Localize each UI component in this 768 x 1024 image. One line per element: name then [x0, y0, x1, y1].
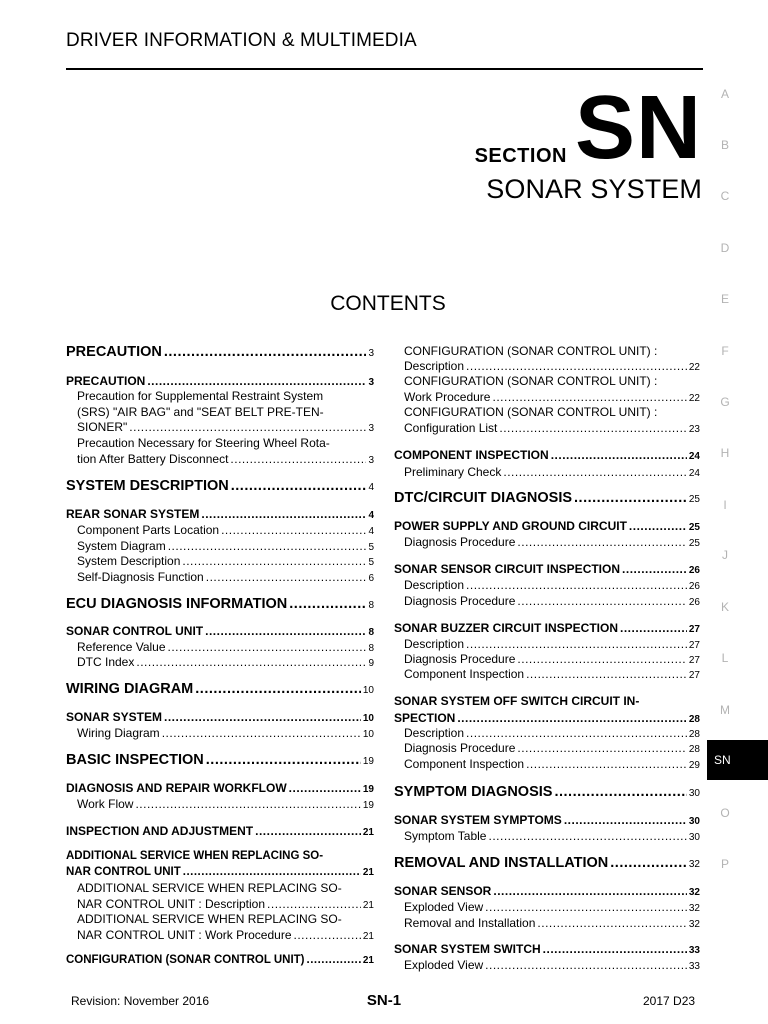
toc-page: 5	[368, 542, 374, 553]
toc-label: Diagnosis Procedure	[404, 535, 516, 549]
section-code: SN	[574, 78, 702, 178]
toc-label: PRECAUTION	[66, 344, 162, 360]
leader-dots	[135, 797, 360, 811]
toc-entry[interactable]	[66, 710, 374, 724]
toc-entry[interactable]	[404, 652, 700, 666]
toc-label: SONAR SYSTEM SWITCH	[394, 942, 541, 956]
toc-entry[interactable]	[66, 596, 374, 612]
toc-label: SONAR BUZZER CIRCUIT INSPECTION	[394, 621, 619, 635]
leader-dots	[537, 916, 686, 930]
leader-dots	[517, 652, 686, 666]
toc-label: Exploded View	[404, 900, 484, 914]
toc-label: Reference Value	[77, 640, 166, 654]
toc-page: 3	[368, 455, 374, 466]
toc-entry[interactable]	[66, 752, 374, 768]
toc-entry[interactable]	[77, 452, 374, 466]
leader-dots	[168, 539, 367, 553]
leader-dots	[221, 523, 366, 537]
toc-entry-line[interactable]: Precaution for Supplemental Restraint System	[77, 389, 324, 403]
side-index-letter-a[interactable]: A	[720, 87, 729, 101]
toc-entry[interactable]	[77, 726, 374, 740]
toc-page: 32	[688, 903, 700, 914]
leader-dots	[168, 640, 367, 654]
toc-page: 10	[362, 729, 374, 740]
side-index-letter-h[interactable]: H	[720, 446, 730, 460]
toc-entry[interactable]	[77, 523, 374, 537]
toc-page: 27	[688, 670, 700, 681]
toc-label: Wiring Diagram	[77, 726, 160, 740]
toc-entry[interactable]	[77, 539, 374, 553]
toc-entry[interactable]	[77, 420, 374, 434]
toc-label: Self-Diagnosis Function	[77, 570, 204, 584]
contents-title-text: CONTENTS	[330, 292, 446, 315]
toc-entry[interactable]	[77, 655, 374, 669]
toc-entry[interactable]	[404, 594, 700, 608]
section-block	[474, 78, 702, 205]
leader-dots	[485, 958, 687, 972]
leader-dots	[129, 420, 366, 434]
toc-entry[interactable]	[66, 781, 374, 795]
toc-entry[interactable]	[404, 535, 700, 549]
leader-dots	[230, 452, 366, 466]
toc-page: 21	[362, 827, 374, 838]
toc-entry[interactable]	[394, 855, 700, 871]
section-heading	[474, 78, 702, 178]
toc-entry[interactable]	[66, 824, 374, 838]
toc-page: 3	[368, 348, 374, 359]
leader-dots	[183, 866, 361, 878]
toc-label: Exploded View	[404, 958, 484, 972]
leader-dots	[164, 710, 361, 724]
toc-page: 33	[688, 961, 700, 972]
toc-label: Description	[404, 726, 465, 740]
toc-entry[interactable]	[66, 374, 374, 388]
toc-entry[interactable]	[77, 554, 374, 568]
toc-entry[interactable]	[404, 757, 700, 771]
toc-entry-line[interactable]: ADDITIONAL SERVICE WHEN REPLACING SO-	[66, 850, 324, 862]
toc-page: 9	[368, 658, 374, 669]
toc-label: Description	[404, 359, 465, 373]
toc-label: SONAR CONTROL UNIT	[66, 624, 204, 638]
toc-label: SYMPTOM DIAGNOSIS	[394, 784, 553, 800]
toc-page: 32	[688, 919, 700, 930]
toc-page: 30	[688, 788, 700, 799]
toc-label: NAR CONTROL UNIT	[66, 866, 181, 878]
leader-dots	[195, 681, 361, 697]
side-index-tab-label: SN	[714, 753, 731, 767]
toc-label: Preliminary Check	[404, 465, 502, 479]
toc-page: 29	[688, 760, 700, 771]
toc-entry[interactable]	[66, 954, 374, 966]
toc-entry[interactable]	[77, 640, 374, 654]
toc-page: 21	[362, 900, 374, 911]
toc-label: NAR CONTROL UNIT : Description	[77, 897, 266, 911]
toc-label: SPECTION	[394, 711, 456, 725]
toc-label: INSPECTION AND ADJUSTMENT	[66, 824, 254, 838]
leader-dots	[466, 578, 687, 592]
leader-dots	[485, 900, 687, 914]
side-index-letter-j[interactable]: J	[722, 548, 728, 562]
toc-entry-line[interactable]: ADDITIONAL SERVICE WHEN REPLACING SO-	[77, 912, 342, 926]
toc-entry[interactable]	[394, 784, 700, 800]
leader-dots	[517, 535, 686, 549]
toc-page: 28	[688, 729, 700, 740]
toc-entry[interactable]	[66, 344, 374, 360]
section-word: SECTION	[474, 145, 567, 167]
toc-page: 10	[362, 713, 374, 724]
leader-dots	[574, 490, 687, 506]
toc-entry[interactable]	[394, 942, 700, 956]
toc-label: SONAR SYSTEM	[66, 710, 163, 724]
toc-label: NAR CONTROL UNIT : Work Procedure	[77, 928, 292, 942]
toc-entry-line[interactable]: (SRS) "AIR BAG" and "SEAT BELT PRE-TEN-	[77, 405, 324, 419]
toc-label: BASIC INSPECTION	[66, 752, 204, 768]
toc-label: Description	[404, 637, 465, 651]
toc-entry[interactable]	[77, 928, 374, 942]
toc-page: 24	[688, 468, 700, 479]
leader-dots	[201, 507, 366, 521]
toc-page: 3	[368, 423, 374, 434]
leader-dots	[488, 829, 686, 843]
toc-entry[interactable]	[394, 711, 700, 725]
side-index-letter-i[interactable]: I	[723, 498, 727, 512]
toc-label: tion After Battery Disconnect	[77, 452, 229, 466]
side-index-letter-c[interactable]: C	[720, 189, 730, 203]
toc-page: 3	[368, 377, 374, 388]
toc-label: COMPONENT INSPECTION	[394, 448, 549, 462]
leader-dots	[147, 374, 366, 388]
toc-page: 19	[362, 784, 374, 795]
toc-label: SYSTEM DESCRIPTION	[66, 478, 229, 494]
toc-entry[interactable]	[66, 507, 374, 521]
toc-label: POWER SUPPLY AND GROUND CIRCUIT	[394, 519, 627, 533]
toc-entry[interactable]	[404, 741, 700, 755]
leader-dots	[517, 594, 686, 608]
section-subtitle: SONAR SYSTEM	[486, 174, 702, 204]
toc-page: 21	[362, 931, 374, 942]
toc-entry[interactable]	[77, 897, 374, 911]
toc-entry[interactable]	[404, 578, 700, 592]
toc-page: 25	[688, 522, 700, 533]
toc-entry[interactable]	[394, 621, 700, 635]
toc-entry[interactable]	[394, 490, 700, 506]
toc-label: Removal and Installation	[404, 916, 536, 930]
toc-page: 26	[688, 581, 700, 592]
toc-page: 30	[688, 832, 700, 843]
leader-dots	[499, 421, 686, 435]
leader-dots	[622, 562, 687, 576]
toc-label: System Diagram	[77, 539, 166, 553]
leader-dots	[466, 359, 687, 373]
leader-dots	[543, 942, 687, 956]
leader-dots	[554, 784, 686, 800]
toc-label: Work Flow	[77, 797, 134, 811]
toc-page: 25	[688, 538, 700, 549]
toc-page: 27	[688, 640, 700, 651]
leader-dots	[503, 465, 687, 479]
toc-label: Configuration List	[404, 421, 498, 435]
toc-entry[interactable]	[404, 390, 700, 404]
side-index-letter-g[interactable]: G	[720, 395, 730, 409]
toc-entry[interactable]	[77, 570, 374, 584]
toc-page: 30	[688, 816, 700, 827]
toc-page: 28	[688, 744, 700, 755]
toc-label: ECU DIAGNOSIS INFORMATION	[66, 596, 288, 612]
leader-dots	[164, 344, 367, 360]
toc-page: 32	[688, 887, 700, 898]
leader-dots	[493, 884, 687, 898]
toc-label: Work Procedure	[404, 390, 491, 404]
toc-label: Component Inspection	[404, 757, 525, 771]
side-index-letter-p[interactable]: P	[720, 857, 729, 871]
toc-page: 27	[688, 655, 700, 666]
contents-title	[0, 292, 768, 316]
leader-dots	[136, 655, 366, 669]
toc-page: 8	[368, 627, 374, 638]
side-index-letter-m[interactable]: M	[720, 703, 730, 717]
toc-entry[interactable]	[66, 624, 374, 638]
toc-entry-line[interactable]: CONFIGURATION (SONAR CONTROL UNIT) :	[404, 405, 658, 419]
leader-dots	[307, 954, 361, 966]
header-title: DRIVER INFORMATION & MULTIMEDIA	[66, 30, 417, 51]
leader-dots	[526, 667, 687, 681]
leader-dots	[517, 741, 686, 755]
toc-label: CONFIGURATION (SONAR CONTROL UNIT)	[66, 954, 305, 966]
leader-dots	[294, 928, 361, 942]
leader-dots	[289, 596, 366, 612]
toc-label: SONAR SENSOR	[394, 884, 492, 898]
leader-dots	[162, 726, 361, 740]
toc-page: 19	[362, 800, 374, 811]
toc-label: REMOVAL AND INSTALLATION	[394, 855, 609, 871]
toc-entry[interactable]	[394, 884, 700, 898]
toc-page: 26	[688, 565, 700, 576]
leader-dots	[564, 813, 687, 827]
footer-model: 2017 D23	[643, 994, 696, 1008]
toc-page: 4	[368, 526, 374, 537]
toc-label: Component Inspection	[404, 667, 525, 681]
toc-page: 10	[362, 685, 374, 696]
toc-entry[interactable]	[394, 562, 700, 576]
toc-label: DIAGNOSIS AND REPAIR WORKFLOW	[66, 781, 287, 795]
toc-entry[interactable]	[394, 813, 700, 827]
toc-entry[interactable]	[404, 829, 700, 843]
toc-label: Diagnosis Procedure	[404, 741, 516, 755]
side-index-letter-o[interactable]: O	[720, 806, 730, 820]
toc-page: 26	[688, 597, 700, 608]
leader-dots	[551, 448, 687, 462]
leader-dots	[182, 554, 366, 568]
toc-entry-line[interactable]: CONFIGURATION (SONAR CONTROL UNIT) :	[404, 374, 658, 388]
toc-entry[interactable]	[404, 465, 700, 479]
footer-revision: Revision: November 2016	[71, 994, 210, 1008]
toc-page: 22	[688, 393, 700, 404]
toc-page: 4	[368, 482, 374, 493]
leader-dots	[466, 637, 687, 651]
toc-entry[interactable]	[404, 958, 700, 972]
toc-label: Component Parts Location	[77, 523, 220, 537]
toc-label: Symptom Table	[404, 829, 487, 843]
toc-label: Description	[404, 578, 465, 592]
toc-label: Diagnosis Procedure	[404, 652, 516, 666]
toc-entry-line[interactable]: ADDITIONAL SERVICE WHEN REPLACING SO-	[77, 881, 342, 895]
leader-dots	[466, 726, 687, 740]
toc-entry[interactable]	[404, 900, 700, 914]
toc-page: 6	[368, 573, 374, 584]
toc-label: SONAR SYSTEM SYMPTOMS	[394, 813, 562, 827]
toc-page: 22	[688, 362, 700, 373]
toc-label: System Description	[77, 554, 181, 568]
toc-entry[interactable]	[394, 519, 700, 533]
side-index-letter-f[interactable]: F	[721, 344, 729, 358]
toc-label: Diagnosis Procedure	[404, 594, 516, 608]
side-index-letter-e[interactable]: E	[720, 292, 729, 306]
leader-dots	[255, 824, 361, 838]
leader-dots	[629, 519, 687, 533]
toc-page: 33	[688, 945, 700, 956]
leader-dots	[457, 711, 687, 725]
toc-entry[interactable]	[394, 448, 700, 462]
toc-page: 8	[368, 600, 374, 611]
toc-entry[interactable]	[404, 726, 700, 740]
leader-dots	[526, 757, 687, 771]
leader-dots	[267, 897, 361, 911]
side-index-letter-d[interactable]: D	[720, 241, 730, 255]
side-index-letter-b[interactable]: B	[720, 138, 729, 152]
toc-page: 27	[688, 624, 700, 635]
leader-dots	[492, 390, 686, 404]
toc-entry[interactable]	[66, 681, 374, 697]
leader-dots	[206, 570, 367, 584]
leader-dots	[610, 855, 687, 871]
toc-page: 5	[368, 557, 374, 568]
leader-dots	[206, 752, 361, 768]
toc-entry[interactable]	[404, 667, 700, 681]
toc-entry-line[interactable]: Precaution Necessary for Steering Wheel Rota-	[77, 436, 330, 450]
toc-entry[interactable]	[77, 797, 374, 811]
toc-label: SONAR SENSOR CIRCUIT INSPECTION	[394, 562, 621, 576]
toc-label: SIONER"	[77, 420, 128, 434]
toc-page: 19	[362, 756, 374, 767]
side-index-tab-active[interactable]	[707, 740, 768, 780]
toc-page: 21	[362, 867, 374, 878]
toc-entry[interactable]	[404, 421, 700, 435]
toc-entry[interactable]	[66, 478, 374, 494]
header-rule	[66, 68, 703, 70]
toc-page: 4	[368, 510, 374, 521]
toc-page: 8	[368, 643, 374, 654]
leader-dots	[205, 624, 366, 638]
toc-entry[interactable]	[404, 359, 700, 373]
toc-entry-line[interactable]: SONAR SYSTEM OFF SWITCH CIRCUIT IN-	[394, 694, 640, 708]
toc-label: DTC Index	[77, 655, 135, 669]
toc-page: 28	[688, 714, 700, 725]
toc-page: 24	[688, 451, 700, 462]
leader-dots	[231, 478, 367, 494]
toc-page: 32	[688, 859, 700, 870]
toc-page: 25	[688, 494, 700, 505]
footer-page-label: SN-1	[366, 992, 402, 1009]
toc-entry-line[interactable]: CONFIGURATION (SONAR CONTROL UNIT) :	[404, 344, 658, 358]
toc-label: REAR SONAR SYSTEM	[66, 507, 200, 521]
leader-dots	[289, 781, 361, 795]
toc-page: 23	[688, 424, 700, 435]
toc-entry[interactable]	[404, 916, 700, 930]
side-index-letter-k[interactable]: K	[720, 600, 729, 614]
toc-label: WIRING DIAGRAM	[66, 681, 194, 697]
toc-label: DTC/CIRCUIT DIAGNOSIS	[394, 490, 573, 506]
leader-dots	[620, 621, 687, 635]
toc-entry[interactable]	[66, 866, 374, 878]
toc-label: PRECAUTION	[66, 374, 146, 388]
side-index-letter-l[interactable]: L	[721, 651, 729, 665]
toc-entry[interactable]	[404, 637, 700, 651]
toc-page: 21	[362, 955, 374, 966]
